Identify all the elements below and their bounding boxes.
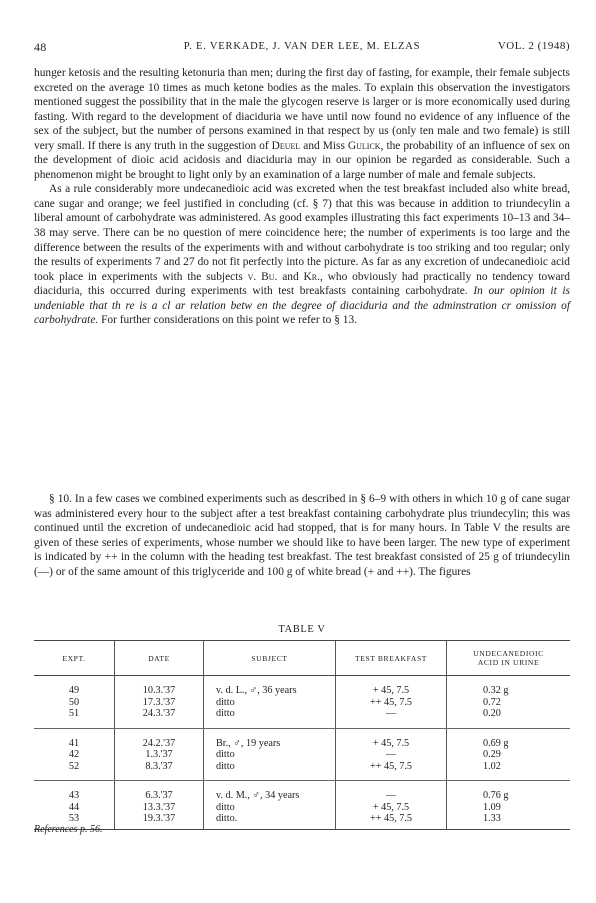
paragraph-carbohydrate: As a rule considerably more undecanedioic acid was excreted when the test breakfast included also white bread, cane sugar and orange; we feel justified in concluding (cf. § 7) that this was because in addition to triundecylin a liberal amount of carbohydrate was administered. As good examples illustrating this fact experiments 10–13 and 34–38 may serve. There can be no question of mere coincidence here; the number of experiments is too large and the difference between the results of the experiments with and without carbohydrate is too striking and too regular; only the results of experiments 7 and 27 do not fit perfectly into the picture. As far as any excretion of undecanedioic acid took place in experiments with the subjects v. Bu. and Kr., who obviously had practically no tendency toward diaciduria, this occurred during experiments with test breakfasts containing carbohydrate. In our opinion it is undeniable that th re is a cl ar relation betw en the degree of diaciduria and the adminstration cr omission of carbohydrate. For further considerations on this point we refer to § 13. [34, 183, 570, 327]
table-bottom-rule [34, 825, 570, 830]
col-header-acid: UNDECANEDIOIC ACID IN URINE [447, 641, 571, 676]
col-header-date: DATE [115, 641, 204, 676]
running-header [34, 40, 570, 54]
subject-kr: Kr. [303, 270, 320, 283]
table-row: 44 13.3.'37 ditto + 45, 7.5 1.09 [34, 802, 570, 814]
table-caption: TABLE V [278, 624, 326, 635]
author-name-gulick: Gulick [347, 139, 381, 152]
table-row: 50 17.3.'37 ditto ++ 45, 7.5 0.72 [34, 697, 570, 709]
table-row: 41 24.2.'37 Br., ♂, 19 years + 45, 7.5 0.69 g [34, 738, 570, 750]
table-header-row [34, 641, 570, 676]
group-divider [34, 772, 570, 781]
col-header-subject: SUBJECT [204, 641, 336, 676]
paragraph-sex-differences: hunger ketosis and the resulting ketonuria than men; during the first day of fasting, for example, their female subjects excreted on the average 10 times as much ketone bodies as the males. To explain this observation the investigators mentioned suggest the possibility that in the male the glycogen reserve is larger or is more economically used during fasting. With regard to the development of diaciduria we have until now found no evidence of any influence of the sex of the subject, but the number of persons examined in that respect by us (only ten male and two female) is still very small. If there is any truth in the suggestion of Deuel and Miss Gulick, the probability of an influence of sex on the development of dioic acid acidosis and diaciduria may in our opinion be regarded as considerable. Such a phenomenon might be brought to light only by an examination of a large number of male and female subjects. [34, 67, 570, 181]
col-header-test-breakfast: TEST BREAKFAST [336, 641, 447, 676]
references-footnote: References p. 56. [34, 824, 103, 835]
table-row: 43 6.3.'37 v. d. M., ♂, 34 years — 0.76 g [34, 790, 570, 802]
table-row: 51 24.3.'37 ditto — 0.20 [34, 708, 570, 720]
body-text-upper [34, 66, 570, 328]
subject-bu: v. Bu. [247, 270, 278, 283]
body-text-section-10 [34, 492, 570, 579]
paragraph-section-10: § 10. In a few cases we combined experiments such as described in § 6–9 with others in which 10 g of cane sugar was administered every hour to the subject after a test breakfast containing carbohydrate plus triundecylin; this was continued until the excretion of undecanedioic acid had stopped, that is for many hours. In Table V the results are given of these series of experiments, whose number we should like to have been larger. The new type of experiment is indicated by ++ in the column with the heading test breakfast. The test breakfast consisted of 25 g of triundecylin (—) or of the same amount of this triglyceride and 100 g of white bread (+ and ++). The figures [34, 493, 570, 578]
group-divider [34, 720, 570, 729]
table-row: 52 8.3.'37 ditto ++ 45, 7.5 1.02 [34, 761, 570, 773]
col-header-expt: EXPT. [34, 641, 115, 676]
author-names: P. E. VERKADE, J. VAN DER LEE, M. ELZAS [183, 41, 421, 52]
table-row: 53 19.3.'37 ditto. ++ 45, 7.5 1.33 [34, 813, 570, 825]
table-v [34, 640, 570, 830]
italic-conclusion: In our opinion it is undeniable that th re is a cl ar relation betw en the degree of diaciduria and the adminstration cr omission of carbohydrate. [34, 285, 570, 327]
page-number: 48 [34, 40, 47, 54]
table-row: 49 10.3.'37 v. d. L., ♂, 36 years + 45, 7.5 0.32 g [34, 685, 570, 697]
table-row: 42 1.3.'37 ditto — 0.29 [34, 749, 570, 761]
author-name-deuel: Deuel [271, 139, 301, 152]
volume-label: VOL. 2 (1948) [497, 40, 570, 52]
